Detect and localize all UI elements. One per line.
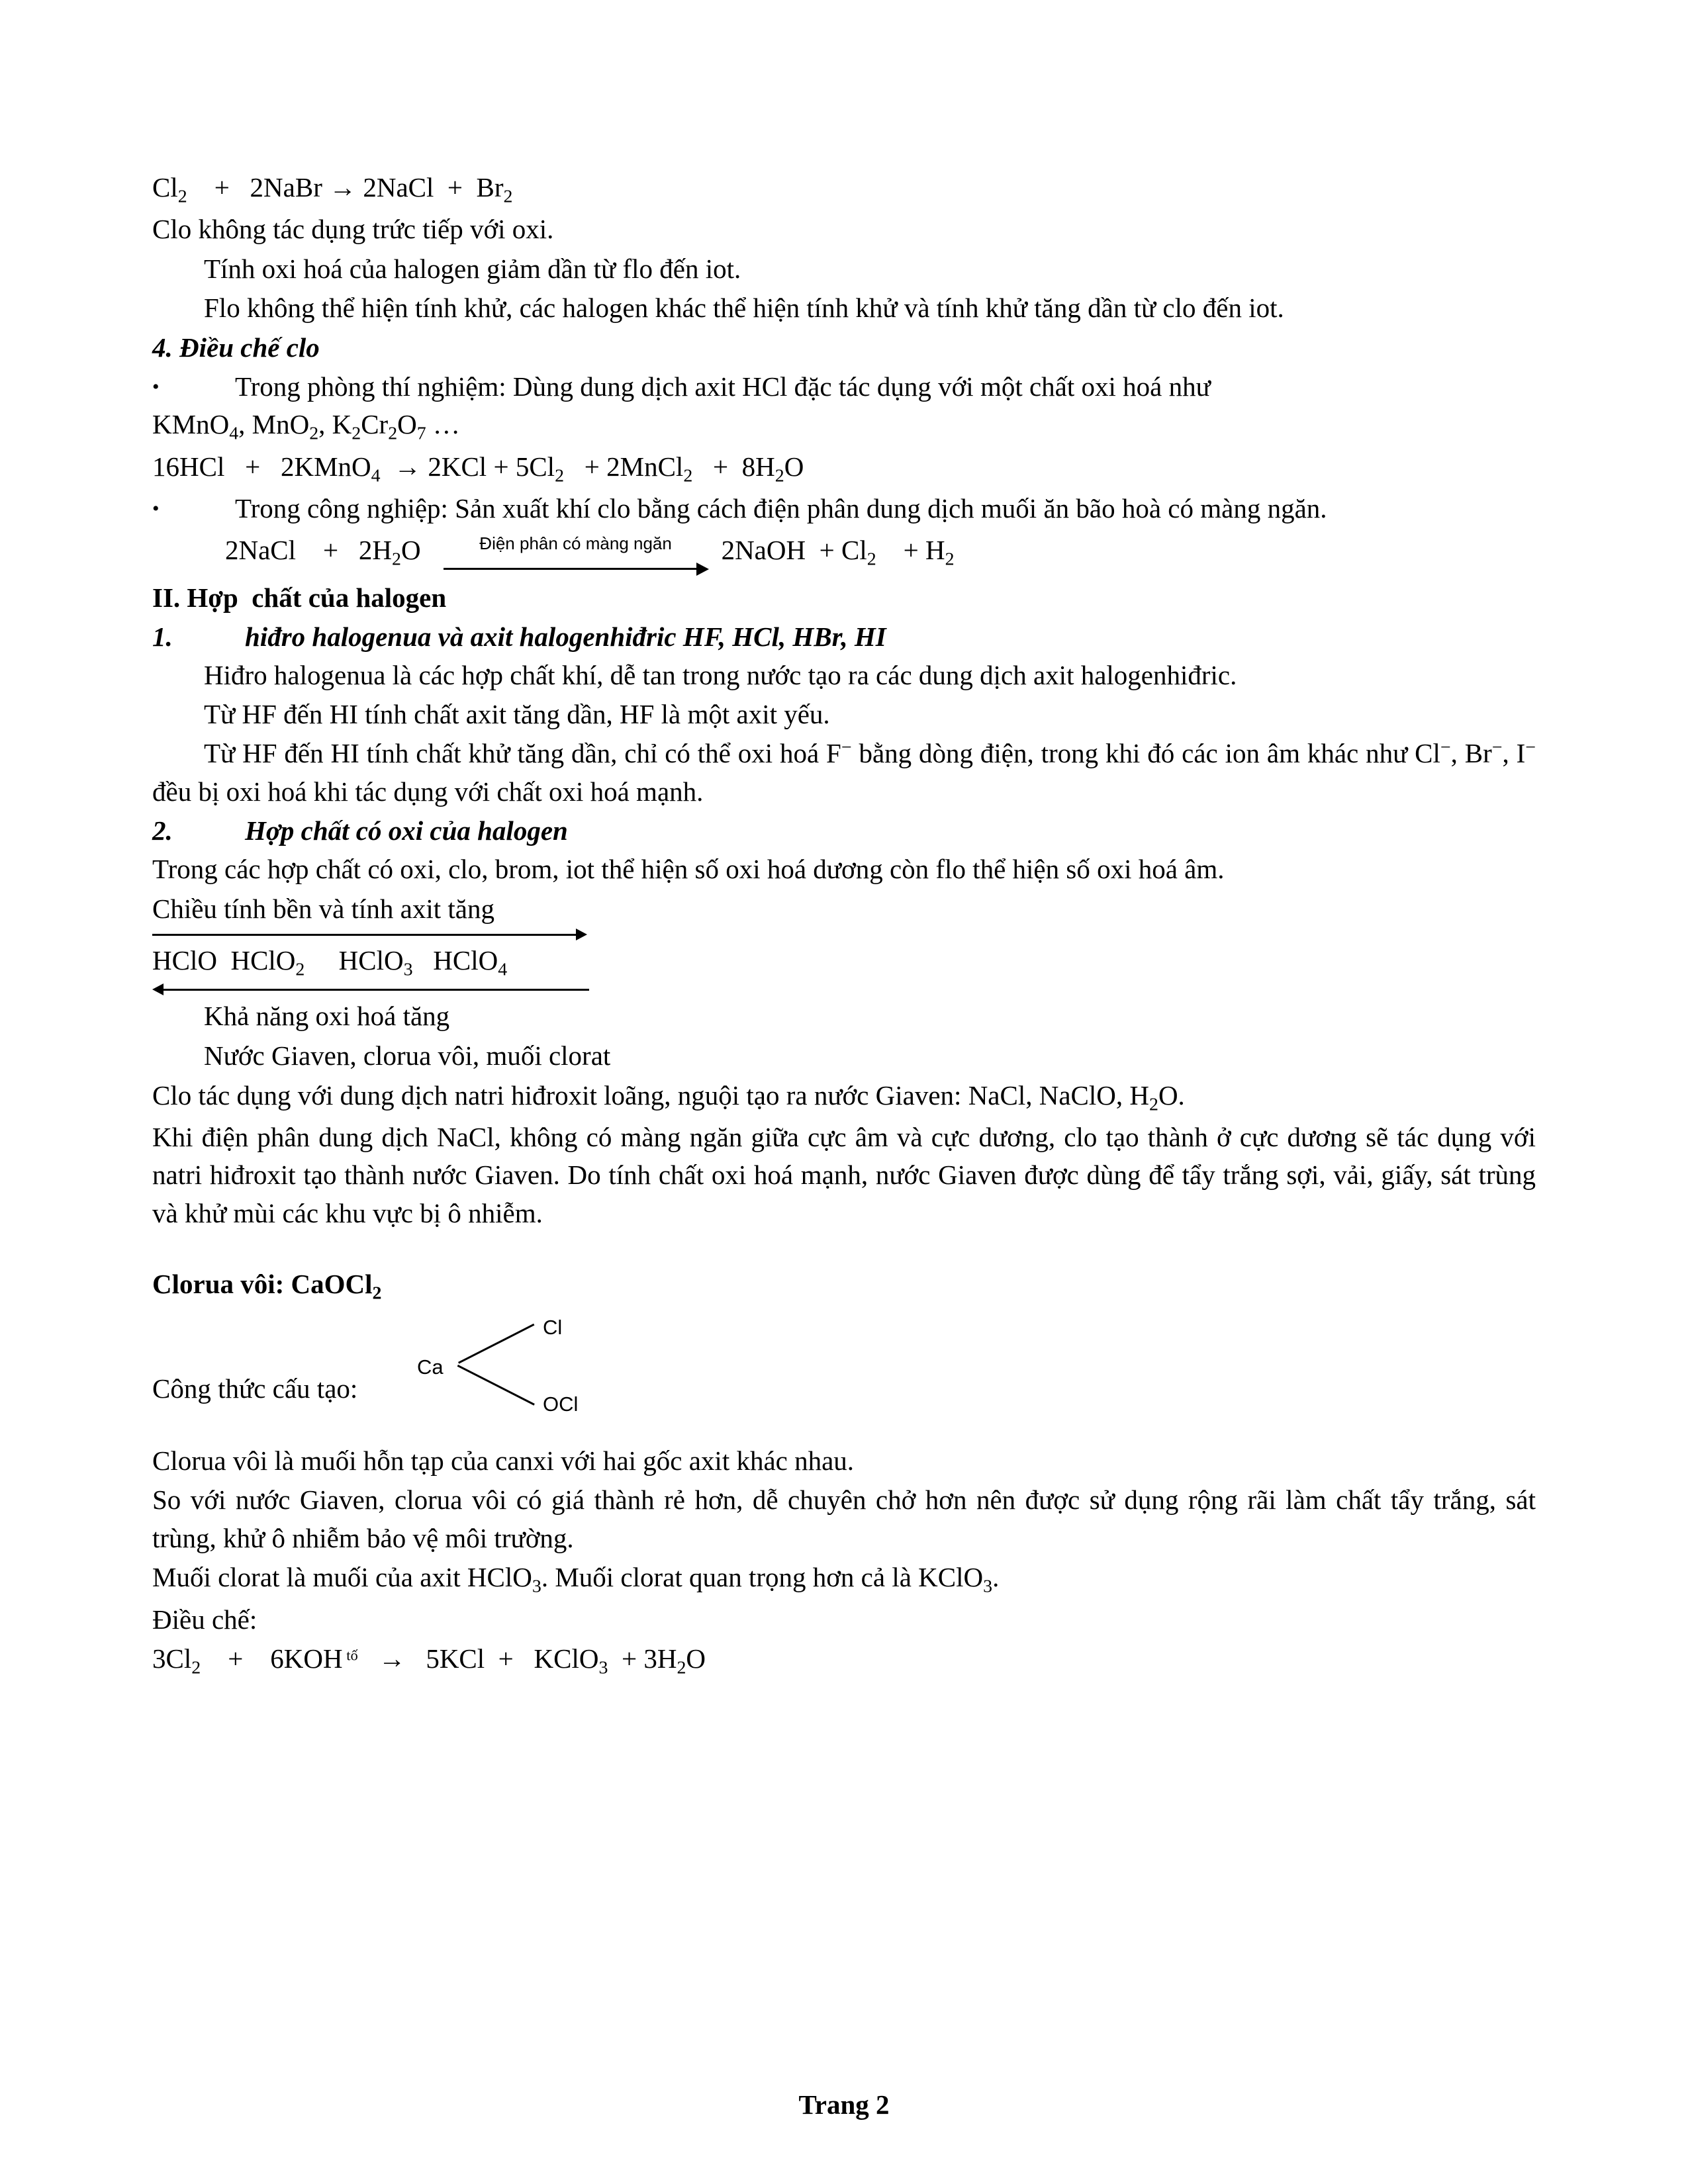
text-clorua-voi-def: Clorua vôi là muối hỗn tạp của canxi với hai gốc axit khác nhau.	[152, 1445, 855, 1476]
bullet-cong-nghiep	[152, 490, 1536, 527]
heading-dieu-che-clo: 4. Điều chế clo	[152, 332, 320, 363]
text-khi-dien-phan: Khi điện phân dung dịch NaCl, không có màng ngăn giữa cực âm và cực dương, clo tạo thành ở cực dương sẽ tác dụng với natri hiđroxit tạo thành nước Giaven. Do tính chất oxi hoá mạnh, nước Giaven được dùng để tẩy trắng sợi, vải, giấy, sát trùng và khử mùi các khu vực bị ô nhiễm.	[152, 1122, 1543, 1228]
bullet-phong-thi-nghiem	[152, 368, 1536, 406]
electrolysis-arrow-caption: Điện phân có màng ngăn	[479, 533, 672, 553]
heading-hidro-halogenua-number: 1.	[152, 621, 173, 653]
text-chat-oxi-hoa-list: KMnO$_4$, MnO$_2$, $K_2Cr_2O_7$ …	[152, 409, 460, 444]
bullet-cong-nghiep-text: Trong công nghiệp: Sản xuất khí clo bằng cách điện phân dung dịch muối ăn bão hoà có màng ngăn.	[235, 493, 1327, 524]
heading-hop-chat-co-oxi	[152, 812, 1536, 850]
equation-cl2-nabr: $Cl_2$ + 2NaBr → 2NaCl + $Br_2$	[152, 172, 513, 207]
electrolysis-arrow	[444, 533, 708, 576]
text-tinh-oxi-hoa: Tính oxi hoá của halogen giảm dần từ flo đến iot.	[204, 253, 741, 284]
structure-label-cl: Cl	[543, 1315, 563, 1339]
heading-hop-chat-halogen: II. Hợp chất của halogen	[152, 582, 447, 613]
acid-diagram-formulas: HClO HClO$_2$ HClO$_3$ HClO$_4$	[152, 945, 508, 980]
text-trong-cac-hop-chat: Trong các hợp chất có oxi, clo, brom, iot thể hiện số oxi hoá dương còn flo thể hiện số oxi hoá âm.	[152, 853, 1225, 884]
arrow-left-icon	[152, 983, 589, 997]
page-footer: Trang 2	[798, 2089, 890, 2120]
structure-label-ca: Ca	[417, 1355, 444, 1379]
text-tu-hf-den-hi-axit: Từ HF đến HI tính chất axit tăng dần, HF là một axit yếu.	[204, 699, 830, 730]
text-so-voi-nuoc-giaven: So với nước Giaven, clorua vôi có giá thành rẻ hơn, dễ chuyên chở hơn nên được sử dụng rộng rãi làm chất tẩy trắng, sát trùng, khử ô nhiễm bảo vệ môi trường.	[152, 1484, 1543, 1553]
text-cong-thuc-cau-tao: Công thức cấu tạo:	[152, 1373, 358, 1404]
acid-diagram-bottom-label: Khả năng oxi hoá tăng	[204, 1000, 450, 1031]
heading-hop-chat-co-oxi-number: 2.	[152, 815, 173, 846]
heading-clorua-voi: Clorua vôi: CaOCl$_2$	[152, 1269, 382, 1304]
equation-electrolysis-left: 2NaCl + $2H_2O$	[225, 535, 421, 570]
text-flo-khong-the-hien: Flo không thể hiện tính khử, các halogen khác thể hiện tính khử và tính khử tăng dần từ clo đến iot.	[204, 293, 1284, 324]
text-clo-tac-dung-naoh: Clo tác dụng với dung dịch natri hiđroxit loãng, nguội tạo ra nước Giaven: NaCl, NaClO, $H_2O$.	[152, 1079, 1185, 1115]
structure-label-ocl: OCl	[543, 1392, 579, 1416]
heading-hidro-halogenua	[152, 618, 1536, 656]
heading-hidro-halogenua-text: hiđro halogenua và axit halogenhiđric HF, HCl, HBr, HI	[245, 621, 886, 653]
spacer	[152, 1234, 1536, 1265]
caocl2-structure-diagram	[152, 1314, 1536, 1433]
acid-strength-diagram	[152, 891, 1536, 1034]
text-tu-hf-den-hi-khu: Từ HF đến HI tính chất khử tăng dần, chỉ có thể oxi hoá F− bằng dòng điện, trong khi đó các ion âm khác như Cl−, Br−, I− đều bị oxi hoá khi tác dụng với chất oxi hoá mạnh.	[152, 737, 1543, 807]
text-dieu-che-label: Điều chế:	[152, 1604, 258, 1635]
bullet-icon	[152, 490, 235, 527]
bullet-icon	[152, 368, 235, 406]
heading-hop-chat-co-oxi-text: Hợp chất có oxi của halogen	[245, 815, 568, 846]
structure-bond-ocl	[457, 1365, 535, 1406]
text-clo-khong-tac-dung: Clo không tác dụng trức tiếp với oxi.	[152, 214, 554, 245]
text-nuoc-giaven-list: Nước Giaven, clorua vôi, muối clorat	[204, 1040, 611, 1071]
equation-electrolysis-right: 2NaOH + $Cl_2$ + $H_2$	[721, 535, 955, 570]
equation-cl2-koh: $3Cl_2$ + 6KOH $^{tố}$ → 5KCl + KClO$_3$ + $3H_2O$	[152, 1643, 706, 1678]
bullet-phong-thi-nghiem-text: Trong phòng thí nghiệm: Dùng dung dịch axit HCl đặc tác dụng với một chất oxi hoá như	[235, 371, 1211, 402]
equation-electrolysis	[152, 531, 1536, 576]
arrow-right-icon	[444, 561, 708, 576]
structure-bond-cl	[458, 1323, 534, 1363]
acid-diagram-top-label: Chiều tính bền và tính axit tăng	[152, 893, 494, 924]
arrow-right-icon	[152, 929, 589, 942]
text-muoi-clorat: Muối clorat là muối của axit HClO$_3$. Muối clorat quan trọng hơn cả là KClO$_3$.	[152, 1562, 1000, 1597]
text-hidro-halogenua-def: Hiđro halogenua là các hợp chất khí, dễ tan trong nước tạo ra các dung dịch axit halogenhiđric.	[204, 659, 1237, 690]
equation-hcl-kmno4: 16HCl + 2KMnO$_4$ → $2KCl + 5Cl_2$ + 2MnCl$_2$ + $8H_2O$	[152, 451, 804, 486]
